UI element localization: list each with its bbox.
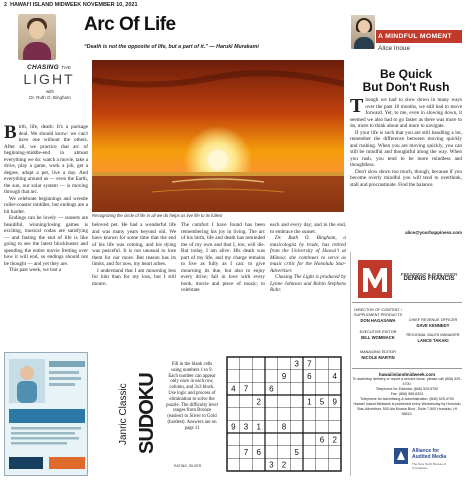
sudoku-cell: 6: [319, 435, 325, 445]
divider: [352, 368, 462, 369]
alliance-name: Alliance for Audited Media: [412, 448, 447, 460]
chief-revenue-officer: CHIEF REVENUE OFFICER DAVE KENNEDY: [408, 318, 458, 328]
author-bio: Dr. Ruth O. Bingham, a musicologist by trade, has retired from the University of Hawai‘i at Mānoa; she continues to serve as music critic for the Honolulu Star-Advertiser.: [270, 235, 346, 274]
article-headline: Arc Of Life: [84, 14, 176, 35]
sudoku-cell: 2: [332, 435, 337, 445]
sudoku-cell: 6: [256, 448, 261, 457]
alliance-subtitle: The New North Bureau of Circulations: [412, 462, 447, 470]
author-email: alice@yourhappiness.com: [405, 230, 462, 235]
sudoku-cell: 6: [307, 372, 312, 381]
mindful-author: Alice Inoue: [378, 45, 411, 52]
masthead: [4, 2, 344, 10]
executive-editor: EXECUTIVE EDITOR BILL WOMMACK: [359, 330, 397, 340]
sudoku-rating: RATING: SILVER: [174, 464, 202, 468]
drop-cap: T: [350, 95, 364, 117]
divider: [352, 302, 462, 303]
sudoku-cell: 3: [243, 422, 249, 432]
article-paragraph: I understand that I am mourning less for him than for my loss, but I still mourn.: [92, 267, 176, 287]
article-column-2: [92, 222, 176, 287]
sudoku-cell: 4: [332, 372, 337, 381]
author-photo: [350, 14, 376, 50]
sudoku-cell: 8: [281, 422, 287, 432]
drop-cap: B: [4, 122, 17, 143]
contact-info: hawaiiislandmidweek.com To start/stop delivery or report a service issue, please call (808) 529-4700. Telephone for Editorial: (808) 529-5700 Fax: (808) 585-6324 Telephone for Advertising & Administration: (808) 529-4700 Hawai‘i Island Midweek is published every Wednesday by Honolulu Star-Advertiser. 500 Ala Moana Blvd., Suite 7-500 Honolulu, HI 96813.: [352, 372, 462, 416]
sudoku-grid: [226, 356, 342, 472]
mindful-banner: A MINDFUL MOMENT: [350, 30, 462, 43]
page-number: 2: [4, 2, 8, 8]
column-name-line2: LIGHT: [23, 71, 75, 87]
article-paragraph: beloved pet. He had a wonderful life and was many years beyond old. We have known for some time that the end of his life was coming, and his dying was peaceful. It is not unusual to lose them for our more. But reason has its limits, and for now, my heart aches.: [92, 222, 176, 267]
mindful-paragraph: If your life is such that you are still handling a lot, remember the difference between moving quickly and rushing. When you are moving quickly, you can still be mindful and thoughtful along the way. When you rush, you tend to be more mindless and thoughtless.: [350, 129, 462, 168]
sudoku-cell: 1: [307, 397, 312, 407]
mindful-paragraph: Don't slow down too much, though, because if you become overly mindful you will tend to overthink, stall and procrastinate. Find the balance.: [350, 168, 462, 188]
sudoku-cell: 7: [243, 448, 249, 457]
sudoku-cell: 7: [243, 384, 249, 394]
byline: with Dr. Ruth O. Bingham: [29, 89, 71, 100]
sudoku-brand-line2: SUDOKU: [136, 373, 158, 455]
publisher: PRESIDENT & PUBLISHER DENNIS FRANCIS: [400, 272, 458, 282]
sunset-photo: [92, 60, 344, 212]
advertisement: [4, 352, 88, 476]
column-name-line1: CHASING THE: [26, 64, 72, 71]
sudoku-instructions: Fill in the blank cells using numbers 1 to 9. Each number can appear only once in each row, column, and 3x3 block. Use logic and process of elimination to solve the puzzle. The difficulty level ranges from Bronze (easiest) to Silver to Gold (hardest). Answers are on page 11: [166, 362, 218, 431]
article-column-3: [181, 222, 265, 294]
regional-sales-manager: REGIONAL SALES MANAGER LANCE TAKAKI: [406, 333, 460, 343]
mindful-paragraph: Though we had to slow down in many ways over the past 18 months, we still had to move forward. Yet, to me, even in slowing down, it seemed we also had to go faster as there was more to do, more to think about and more to navigate.: [350, 95, 462, 129]
sudoku-cell: 3: [269, 460, 274, 470]
article-paragraph: The comfort I have found has been remembering his joy in living. The arc of his birth, life and death has reminded me of my own and that I, too, will die. But today, I am alive. His death was part of my life, and my charge remains to live as fully as I can: to give mourning its due, but also to enjoy every drive; fall in love with every book, movie and piece of music; to celebrate: [181, 222, 265, 293]
article-column-4: [270, 222, 346, 294]
photo-caption: Recognizing the circle of life in all we do helps us live life to its fullest: [92, 213, 223, 218]
sudoku-cell: 6: [269, 384, 274, 394]
sudoku-cell: 9: [231, 422, 236, 432]
sudoku-cell: 9: [332, 397, 337, 407]
sudoku-cell: 7: [307, 359, 312, 369]
sudoku-cell: 5: [294, 448, 299, 457]
sudoku-cell: 2: [281, 460, 287, 470]
production-credit: Chasing The Light is produced by Lynne Johnson and Robin Stephens Rohr.: [270, 274, 346, 293]
website-link: hawaiiislandmidweek.com: [378, 372, 436, 377]
sudoku-cell: 2: [256, 397, 261, 407]
columnist-photo: [18, 14, 56, 60]
masthead-text: HAWAI‘I ISLAND MIDWEEK NOVEMBER 10, 2021: [10, 2, 138, 8]
pull-quote: “Death is not the opposite of life, but a part of it.” — Haruki Murakami: [84, 44, 259, 50]
mindful-title: Be Quick But Don't Rush: [362, 67, 450, 94]
article-paragraph: This past week, we lost a: [9, 267, 62, 273]
sudoku-cell: 9: [281, 372, 287, 381]
sudoku-cell: 5: [319, 397, 325, 407]
article-paragraph: each and every day; and in the end, to embrace the sunset.: [270, 222, 346, 235]
director: DIRECTOR OF CONTENT / SUPPLEMENT PRODUCTS DON HAGASAWA: [353, 308, 403, 323]
article-paragraph: Endings can be lovely — sunsets are beautiful, winning/losing games is exciting, musical codas are satisfying — and fasting the end of life is like going to see the latest blockbuster and spending the entire movie fretting over how it will end, so endings should not be thought — and yet they are.: [4, 215, 88, 267]
sudoku-brand-line1: Janric Classic: [118, 383, 129, 445]
managing-editor: MANAGING EDITOR NICOLE MARTIN: [359, 350, 396, 360]
mindful-body: [350, 97, 462, 188]
sudoku-cell: 1: [256, 422, 261, 432]
article-paragraph: Birth, life, death: It's a package deal. We should know: we can't have one without the others. After all, we practice that arc of beginning-middle-end in almost everything we do: watch a movie, take a drive, play a game, work a job, get a degree, adopt a pet, live a day. And everything around us — even the Earth, the sun, our solar system — is moving through that arc.: [4, 122, 88, 195]
midweek-logo: [356, 258, 396, 300]
sudoku-cell: 4: [231, 384, 236, 394]
sudoku-cell: 3: [294, 359, 299, 369]
article-paragraph: We celebrate beginnings and wrestle roller-coaster middles, but endings are a bit harder.: [4, 195, 88, 215]
article-column-1: [4, 124, 88, 274]
